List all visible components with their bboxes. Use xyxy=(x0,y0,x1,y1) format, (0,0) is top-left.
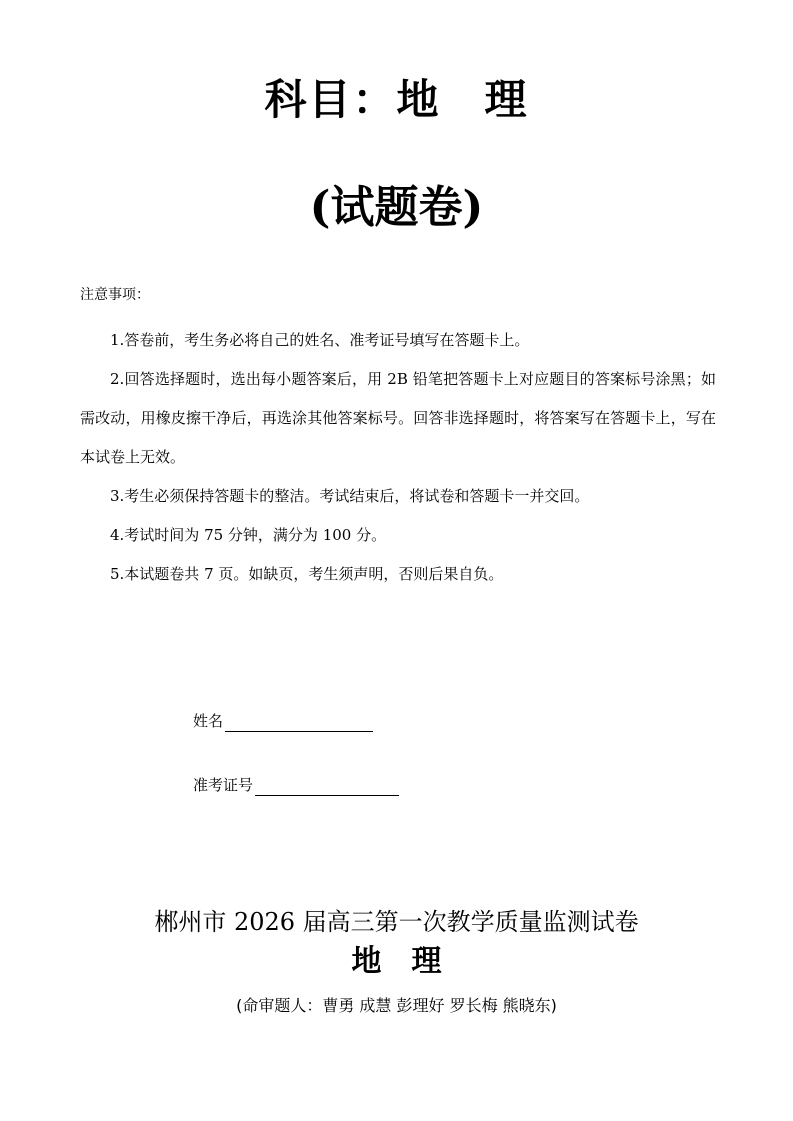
exam-number-blank-line xyxy=(255,777,399,796)
exam-subject: 地 理 xyxy=(351,944,442,979)
notice-item: 2.回答选择题时，选出每小题答案后，用 2B 铅笔把答题卡上对应题目的答案标号涂黑；如需改动，用橡皮擦干净后，再选涂其他答案标号。回答非选择题时，将答案写在答题卡上，写在本试卷上无效。 xyxy=(80,370,716,466)
notice-item: 5.本试题卷共 7 页。如缺页，考生须声明，否则后果自负。 xyxy=(110,565,504,583)
notice-item: 1.答卷前，考生务必将自己的姓名、准考证号填写在答题卡上。 xyxy=(110,331,530,349)
notice-section xyxy=(80,284,716,594)
notice-item: 3.考生必须保持答题卡的整洁。考试结束后，将试卷和答题卡一并交回。 xyxy=(110,487,590,505)
exam-number-field xyxy=(193,774,399,796)
question-setters: (命审题人：曹勇 成慧 彭理好 罗长梅 熊晓东) xyxy=(236,996,557,1015)
name-label: 姓名 xyxy=(193,712,224,730)
notice-item: 4.考试时间为 75 分钟，满分为 100 分。 xyxy=(110,526,387,544)
name-field xyxy=(193,710,373,732)
subject-title: 科目：地 理 xyxy=(264,75,529,124)
exam-title: 郴州市 2026 届高三第一次教学质量监测试卷 xyxy=(154,908,639,936)
name-blank-line xyxy=(225,713,373,732)
paper-type-label: (试题卷) xyxy=(309,182,484,233)
notice-heading: 注意事项： xyxy=(80,287,150,303)
exam-number-label: 准考证号 xyxy=(193,776,254,794)
